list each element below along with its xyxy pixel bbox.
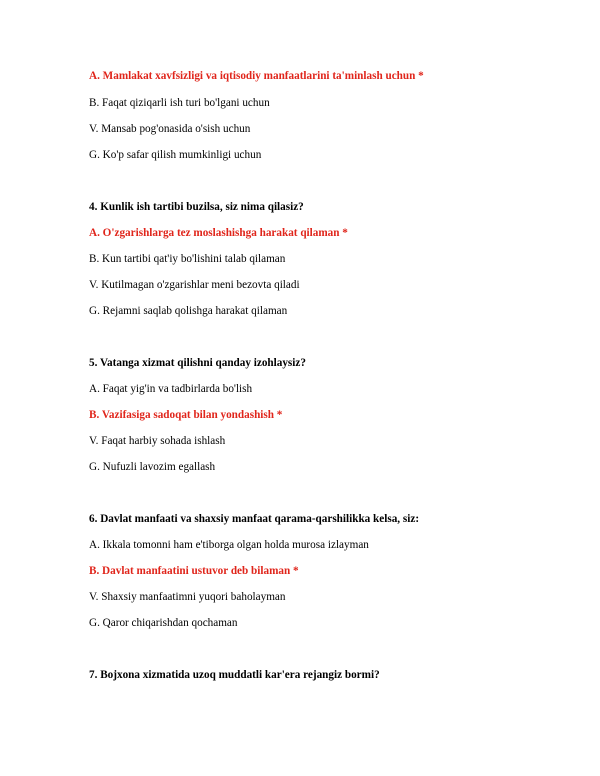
answer-line: B. Faqat qiziqarli ish turi bo'lgani uchun: [89, 97, 270, 109]
answer-line: V. Shaxsiy manfaatimni yuqori baholayman: [89, 591, 286, 603]
answer-line: A. O'zgarishlarga tez moslashishga harakat qilaman *: [89, 227, 348, 239]
answer-line: V. Faqat harbiy sohada ishlash: [89, 435, 226, 447]
answer-line: G. Rejamni saqlab qolishga harakat qilaman: [89, 305, 288, 317]
answer-line: B. Vazifasiga sadoqat bilan yondashish *: [89, 409, 283, 421]
question-heading: 7. Bojxona xizmatida uzoq muddatli kar'era rejangiz bormi?: [89, 669, 380, 681]
question-heading: 6. Davlat manfaati va shaxsiy manfaat qarama-qarshilikka kelsa, siz:: [89, 513, 420, 525]
answer-line: G. Ko'p safar qilish mumkinligi uchun: [89, 149, 262, 161]
answer-line: V. Kutilmagan o'zgarishlar meni bezovta qiladi: [89, 279, 300, 291]
question-heading: 4. Kunlik ish tartibi buzilsa, siz nima qilasiz?: [89, 201, 304, 213]
question-heading: 5. Vatanga xizmat qilishni qanday izohlaysiz?: [89, 357, 306, 369]
answer-line: B. Kun tartibi qat'iy bo'lishini talab qilaman: [89, 253, 286, 265]
answer-line: V. Mansab pog'onasida o'sish uchun: [89, 123, 251, 135]
answer-line: G. Nufuzli lavozim egallash: [89, 461, 216, 473]
answer-line: A. Ikkala tomonni ham e'tiborga olgan holda murosa izlayman: [89, 539, 369, 551]
answer-line: A. Faqat yig'in va tadbirlarda bo'lish: [89, 383, 253, 395]
answer-line: B. Davlat manfaatini ustuvor deb bilaman *: [89, 565, 299, 577]
answer-line: G. Qaror chiqarishdan qochaman: [89, 617, 238, 629]
answer-line: A. Mamlakat xavfsizligi va iqtisodiy manfaatlarini ta'minlash uchun *: [89, 70, 424, 82]
